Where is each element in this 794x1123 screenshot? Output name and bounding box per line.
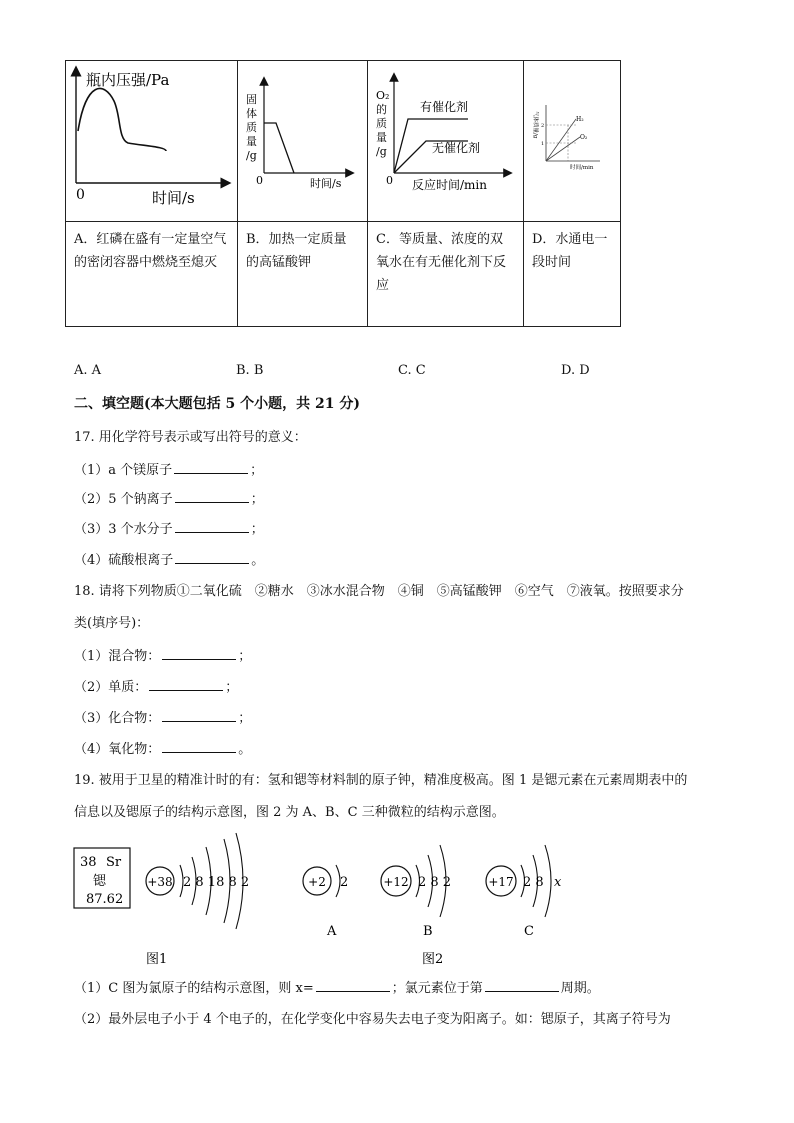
q17-item-1: （1）a 个镁原子 ； bbox=[74, 463, 264, 478]
graph-c-curve2-label: 无催化剂 bbox=[432, 141, 481, 155]
q17-stem: 17. 用化学符号表示或写出符号的意义： bbox=[74, 430, 307, 445]
element-mass: 87.62 bbox=[86, 892, 124, 907]
graph-a bbox=[66, 61, 237, 217]
c-electrons: 2 8 bbox=[523, 875, 544, 890]
answer-blank[interactable] bbox=[174, 461, 248, 474]
b-electrons: 2 8 2 bbox=[418, 875, 452, 890]
answer-blank[interactable] bbox=[175, 520, 249, 533]
graph-c-xlabel: 反应时间/min bbox=[412, 178, 487, 192]
graph-d-h2: H₂ bbox=[576, 116, 584, 123]
q18-stem-line1: 18. 请将下列物质①二氧化硫 ②糖水 ③冰水混合物 ④铜 ⑤高锰酸钾 ⑥空气 ⑦液氧。按照要求分 bbox=[74, 584, 684, 599]
q19-stem-line1: 19. 被用于卫星的精准计时的有：氢和锶等材料制的原子钟，精准度极高。图 1 是锶元素在元素周期表中的 bbox=[74, 773, 688, 788]
caption-a: A．红磷在盛有一定量空气的密闭容器中燃烧至熄灭 bbox=[74, 232, 227, 270]
graph-c bbox=[368, 61, 523, 217]
option-b[interactable]: B. B bbox=[236, 363, 264, 378]
q19-sub1: （1）C 图为氯原子的结构示意图，则 x= ；氯元素位于第 周期。 bbox=[74, 981, 600, 996]
q17-item-4: （4）硫酸根离子 。 bbox=[74, 553, 265, 568]
answer-blank[interactable] bbox=[162, 709, 236, 722]
q18-item-1: （1）混合物： ； bbox=[74, 649, 252, 664]
graph-c-origin: 0 bbox=[386, 174, 393, 187]
element-symbol: Sr bbox=[106, 855, 122, 870]
b-nucleus-charge: +12 bbox=[383, 875, 409, 889]
option-d[interactable]: D. D bbox=[561, 363, 590, 378]
graph-d-ylabel: 气体质量/g bbox=[532, 111, 538, 139]
sr-nucleus-charge: +38 bbox=[147, 875, 173, 889]
graph-b-ylabel: 固 体 质 量 /g bbox=[246, 93, 257, 162]
q19-sub2: （2）最外层电子小于 4 个电子的，在化学变化中容易失去电子变为阳离子。如：锶原子，其离子符号为 bbox=[74, 1012, 671, 1027]
graph-d-tick1: 1 bbox=[541, 141, 545, 147]
graph-d bbox=[524, 61, 620, 217]
q18-item-2: （2）单质： ； bbox=[74, 680, 239, 695]
element-name: 锶 bbox=[93, 874, 107, 889]
b-label: B bbox=[423, 924, 433, 939]
caption-a-cell bbox=[66, 222, 238, 327]
graph-d-cell bbox=[524, 61, 621, 222]
c-nucleus-charge: +17 bbox=[488, 875, 514, 889]
graph-c-ylabel: O₂ 的 质 量 /g bbox=[376, 89, 390, 158]
a-nucleus-charge: +2 bbox=[308, 875, 326, 889]
a-label: A bbox=[327, 924, 337, 939]
caption-b-cell bbox=[238, 222, 368, 327]
q19-figures bbox=[66, 825, 626, 970]
graph-b-origin: 0 bbox=[256, 174, 263, 187]
answer-blank[interactable] bbox=[175, 551, 249, 564]
a-electrons: 2 bbox=[340, 875, 349, 890]
graph-c-curve1-label: 有催化剂 bbox=[420, 100, 469, 114]
answer-blank[interactable] bbox=[162, 647, 236, 660]
caption-b: B．加热一定质量的高锰酸钾 bbox=[246, 232, 347, 270]
answer-blank[interactable] bbox=[485, 979, 559, 992]
q17-item-2: （2）5 个钠离子 ； bbox=[74, 492, 264, 507]
option-c[interactable]: C. C bbox=[398, 363, 426, 378]
fig2-caption: 图2 bbox=[422, 952, 444, 967]
option-a[interactable]: A. A bbox=[74, 363, 102, 378]
graph-a-ylabel: 瓶内压强/Pa bbox=[86, 71, 170, 89]
graph-a-origin: 0 bbox=[76, 187, 85, 203]
caption-d-cell bbox=[524, 222, 621, 327]
sr-electrons: 2 8 18 8 2 bbox=[183, 875, 250, 890]
c-label: C bbox=[524, 924, 534, 939]
graph-b-cell bbox=[238, 61, 368, 222]
graph-d-xlabel: 时间/min bbox=[570, 165, 594, 171]
graph-a-xlabel: 时间/s bbox=[152, 189, 195, 207]
answer-blank[interactable] bbox=[162, 740, 236, 753]
c-electrons-x: x bbox=[554, 875, 562, 890]
question-table bbox=[65, 60, 621, 327]
q18-item-3: （3）化合物： ； bbox=[74, 711, 252, 726]
answer-blank[interactable] bbox=[316, 979, 390, 992]
caption-d: D．水通电一段时间 bbox=[532, 232, 608, 270]
q18-item-4: （4）氧化物： 。 bbox=[74, 742, 252, 757]
graph-a-cell bbox=[66, 61, 238, 222]
element-number: 38 bbox=[80, 855, 97, 870]
q18-stem-line2: 类(填序号)： bbox=[74, 616, 150, 631]
graph-c-cell bbox=[368, 61, 524, 222]
graph-d-o2: O₂ bbox=[580, 134, 588, 141]
graph-b-xlabel: 时间/s bbox=[310, 177, 342, 190]
fig1-caption: 图1 bbox=[146, 952, 168, 967]
section-title: 二、填空题(本大题包括 5 个小题，共 21 分) bbox=[74, 396, 360, 412]
q17-item-3: （3）3 个水分子 ； bbox=[74, 522, 264, 537]
caption-c-cell bbox=[368, 222, 524, 327]
answer-blank[interactable] bbox=[149, 678, 223, 691]
graph-b bbox=[238, 61, 367, 217]
q19-stem-line2: 信息以及锶原子的结构示意图，图 2 为 A、B、C 三种微粒的结构示意图。 bbox=[74, 805, 505, 820]
caption-c: C．等质量、浓度的双氧水在有无催化剂下反应 bbox=[376, 232, 507, 293]
graph-d-tick2: 2 bbox=[541, 123, 545, 129]
answer-blank[interactable] bbox=[175, 490, 249, 503]
